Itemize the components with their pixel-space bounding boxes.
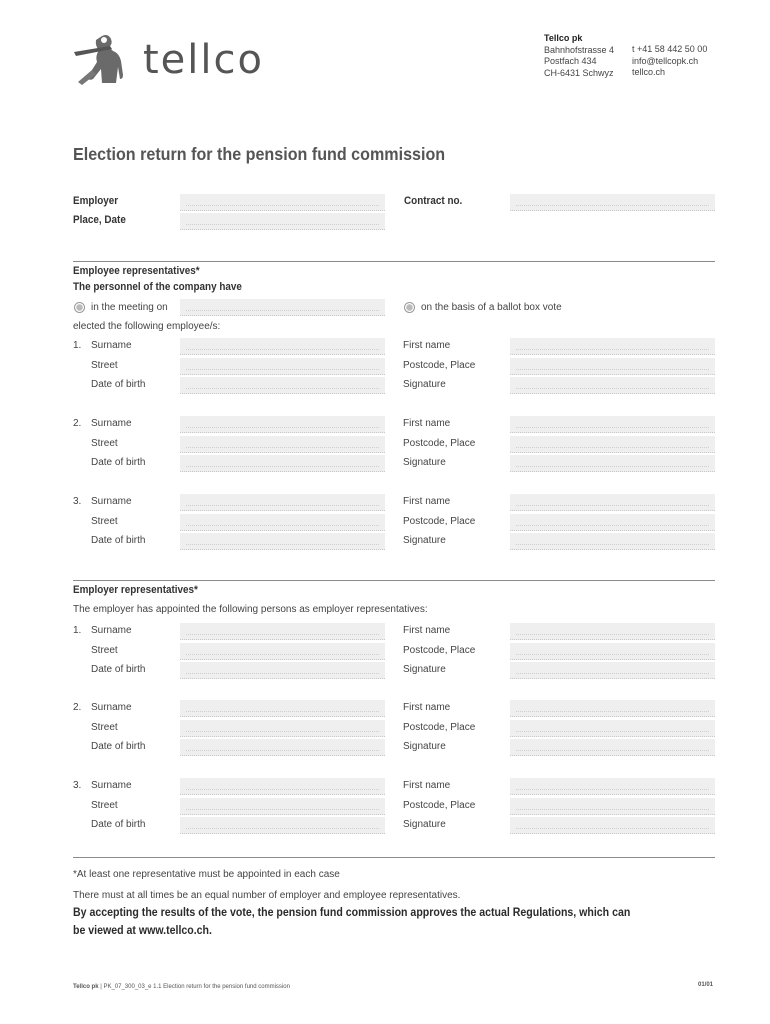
signature-field[interactable] [510, 533, 715, 550]
person-number: 3. [73, 780, 82, 791]
meeting-date-field[interactable] [180, 299, 385, 316]
street-field[interactable] [180, 514, 385, 531]
surname-label: Surname [91, 702, 132, 713]
street-label: Street [91, 799, 118, 811]
dob-field[interactable] [180, 817, 385, 834]
surname-label: Surname [91, 496, 132, 507]
employer-label: Employer [73, 195, 119, 207]
street-label: Street [91, 515, 118, 527]
postcode-place-label: Postcode, Place [403, 437, 476, 449]
ballot-radio[interactable] [404, 302, 415, 313]
address-line: CH-6431 Schwyz [544, 67, 614, 78]
surname-label: Surname [91, 418, 132, 429]
signature-field[interactable] [510, 662, 715, 679]
equal-note: There must at all times be an equal number of employer and employee representatives. [73, 890, 461, 901]
website-link[interactable]: tellco.ch [632, 67, 666, 77]
section-divider [73, 261, 715, 262]
dob-field[interactable] [180, 377, 385, 394]
person-number: 1. [73, 340, 82, 351]
page-title: Election return for the pension fund commission [73, 144, 446, 164]
surname-field[interactable] [180, 338, 385, 355]
first-name-field[interactable] [510, 778, 715, 795]
surname-field[interactable] [180, 494, 385, 511]
section-divider [73, 857, 715, 858]
first-name-field[interactable] [510, 494, 715, 511]
email-link[interactable]: info@tellcopk.ch [632, 55, 699, 66]
postcode-place-field[interactable] [510, 720, 715, 737]
signature-label: Signature [403, 819, 446, 830]
surname-label: Surname [91, 780, 132, 791]
dob-field[interactable] [180, 533, 385, 550]
meeting-option-label: in the meeting on [91, 302, 168, 313]
section-divider [73, 580, 715, 581]
first-name-label: First name [403, 496, 451, 507]
first-name-label: First name [403, 625, 451, 636]
address-line: Postfach 434 [544, 56, 597, 66]
signature-field[interactable] [510, 739, 715, 756]
street-field[interactable] [180, 358, 385, 375]
employer-section-intro: The employer has appointed the following persons as employer representatives: [73, 604, 428, 615]
dob-label: Date of birth [91, 457, 146, 468]
street-label: Street [91, 437, 118, 449]
postcode-place-label: Postcode, Place [403, 799, 476, 811]
contract-no-label: Contract no. [404, 195, 463, 207]
postcode-place-field[interactable] [510, 514, 715, 531]
warrior-figure-icon [72, 32, 134, 88]
asterisk-note: *At least one representative must be appointed in each case [73, 869, 340, 880]
signature-label: Signature [403, 741, 446, 752]
street-field[interactable] [180, 798, 385, 815]
dob-field[interactable] [180, 455, 385, 472]
employer-field[interactable] [180, 194, 385, 211]
first-name-label: First name [403, 340, 451, 351]
signature-field[interactable] [510, 455, 715, 472]
dob-field[interactable] [180, 739, 385, 756]
company-address [544, 33, 614, 79]
surname-field[interactable] [180, 416, 385, 433]
street-field[interactable] [180, 436, 385, 453]
postcode-place-field[interactable] [510, 643, 715, 660]
street-label: Street [91, 721, 118, 733]
regulations-note-line2: be viewed at www.tellco.ch. [73, 925, 212, 937]
street-label: Street [91, 359, 118, 371]
employee-section-heading: Employee representatives* [73, 265, 200, 277]
postcode-place-field[interactable] [510, 798, 715, 815]
elected-text: elected the following employee/s: [73, 321, 221, 332]
place-date-field[interactable] [180, 213, 385, 230]
postcode-place-label: Postcode, Place [403, 644, 476, 656]
contract-no-field[interactable] [510, 194, 715, 211]
street-field[interactable] [180, 720, 385, 737]
place-date-label: Place, Date [73, 214, 126, 226]
street-field[interactable] [180, 643, 385, 660]
surname-label: Surname [91, 340, 132, 351]
company-name: Tellco pk [544, 33, 583, 43]
dob-field[interactable] [180, 662, 385, 679]
first-name-field[interactable] [510, 700, 715, 717]
person-number: 1. [73, 625, 82, 636]
footer-company: Tellco pk [73, 984, 99, 990]
logo-wordmark: tellco [143, 37, 264, 83]
signature-label: Signature [403, 457, 446, 468]
first-name-label: First name [403, 418, 451, 429]
footer-ref [73, 984, 290, 990]
person-number: 3. [73, 496, 82, 507]
phone: t +41 58 442 50 00 [632, 44, 708, 54]
employee-section-subheading: The personnel of the company have [73, 281, 242, 293]
signature-label: Signature [403, 535, 446, 546]
surname-field[interactable] [180, 623, 385, 640]
first-name-field[interactable] [510, 416, 715, 433]
regulations-note-line1: By accepting the results of the vote, the pension fund commission approves the actual Regulations, which can [73, 907, 631, 919]
first-name-label: First name [403, 780, 451, 791]
signature-label: Signature [403, 379, 446, 390]
dob-label: Date of birth [91, 741, 146, 752]
postcode-place-label: Postcode, Place [403, 359, 476, 371]
meeting-radio[interactable] [74, 302, 85, 313]
first-name-field[interactable] [510, 623, 715, 640]
postcode-place-field[interactable] [510, 436, 715, 453]
signature-field[interactable] [510, 377, 715, 394]
street-label: Street [91, 644, 118, 656]
first-name-field[interactable] [510, 338, 715, 355]
postcode-place-field[interactable] [510, 358, 715, 375]
address-line: Bahnhofstrasse 4 [544, 44, 615, 55]
surname-field[interactable] [180, 700, 385, 717]
person-number: 2. [73, 702, 82, 713]
signature-field[interactable] [510, 817, 715, 834]
postcode-place-label: Postcode, Place [403, 721, 476, 733]
surname-label: Surname [91, 625, 132, 636]
dob-label: Date of birth [91, 379, 146, 390]
ballot-option-label: on the basis of a ballot box vote [421, 302, 562, 313]
dob-label: Date of birth [91, 819, 146, 830]
postcode-place-label: Postcode, Place [403, 515, 476, 527]
first-name-label: First name [403, 702, 451, 713]
person-number: 2. [73, 418, 82, 429]
dob-label: Date of birth [91, 535, 146, 546]
dob-label: Date of birth [91, 664, 146, 675]
signature-label: Signature [403, 664, 446, 675]
surname-field[interactable] [180, 778, 385, 795]
company-contact [632, 44, 707, 79]
employer-section-heading: Employer representatives* [73, 584, 198, 596]
footer-doc-ref: | PK_07_300_03_e 1.1 Election return for the pension fund commission [100, 984, 290, 990]
page-number: 01/01 [698, 982, 714, 988]
